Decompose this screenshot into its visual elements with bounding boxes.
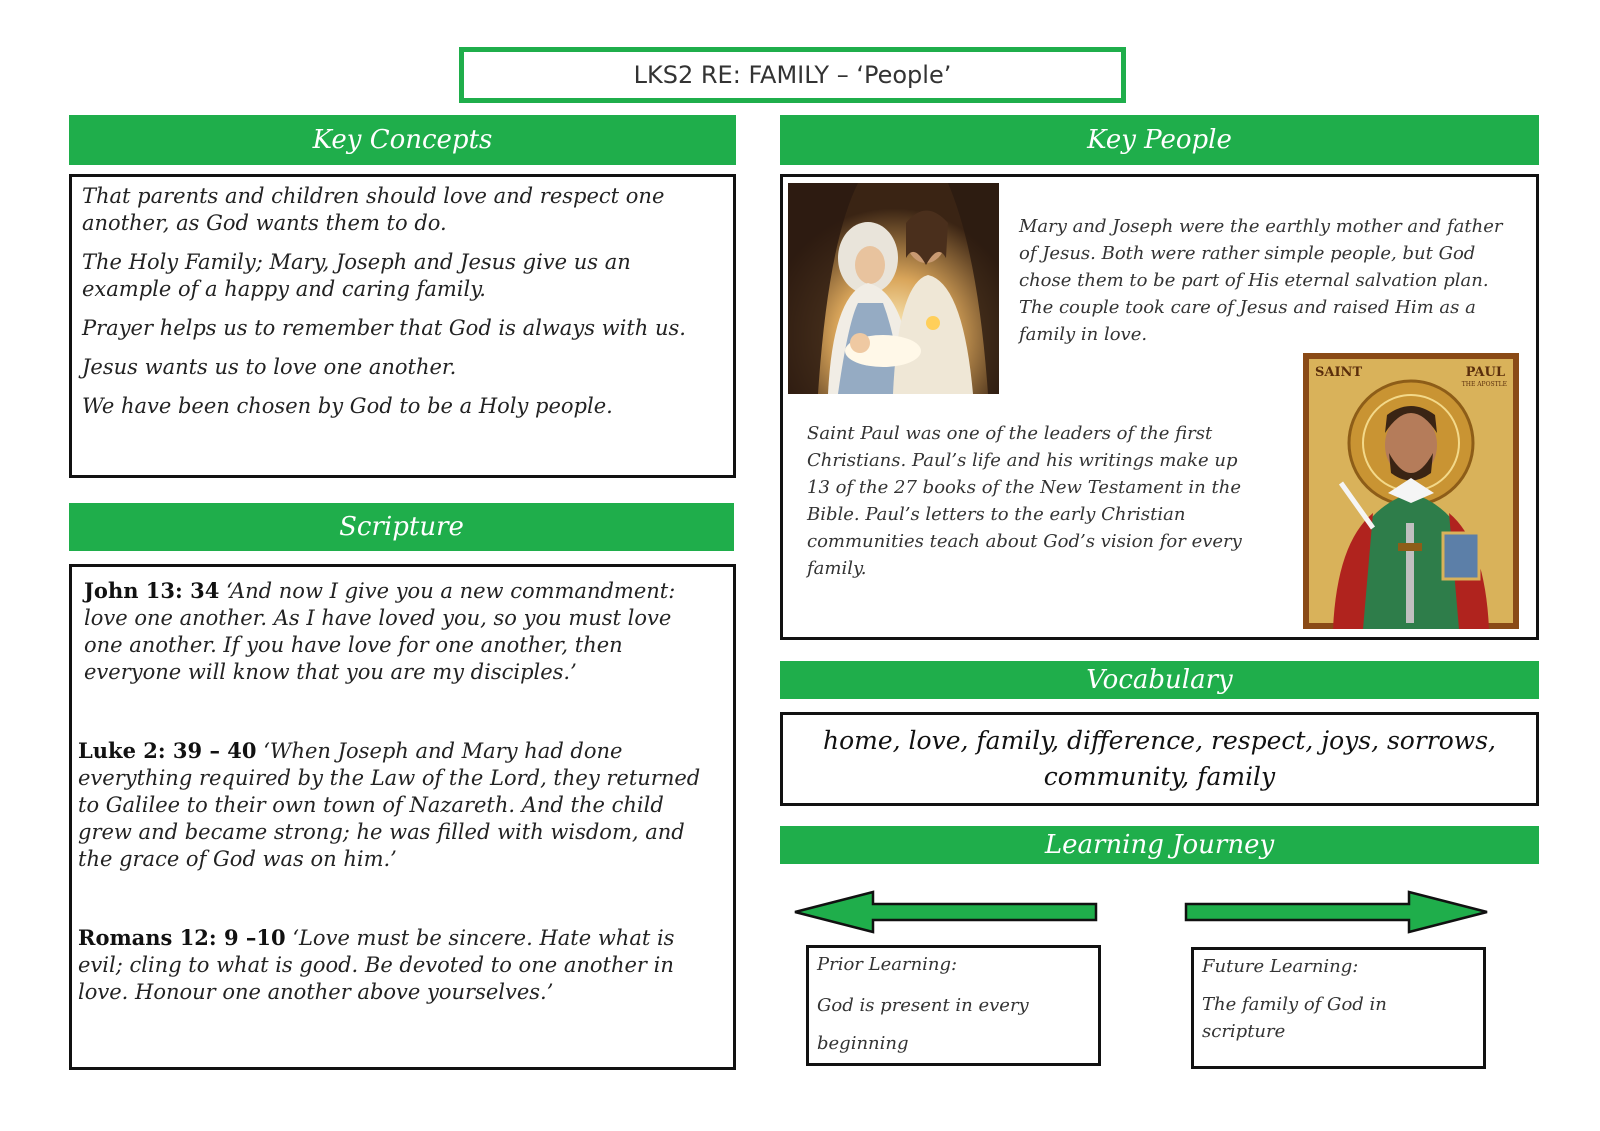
vocabulary-words: home, love, family, difference, respect, joys, sorrows, community, family [823,726,1496,791]
arrow-right-icon [1184,890,1489,934]
prior-learning-text: God is present in every beginning [817,995,1029,1054]
key-concept-item: We have been chosen by God to be a Holy people. [82,394,613,418]
scripture-passage-romans [78,924,698,1006]
holy-family-image [788,183,999,394]
page-title: LKS2 RE: FAMILY – ‘People’ [459,47,1126,103]
key-people-panel [780,174,1539,640]
vocabulary-panel [780,712,1539,806]
scripture-passage-john [84,577,714,686]
saint-paul-text: Saint Paul was one of the leaders of the first Christians. Paul’s life and his writings make up 13 of the 27 books of the New Testament in the Bible. Paul’s letters to the early Christian communities teach about God’s vision for every family. [807,423,1242,579]
future-learning-box [1191,947,1486,1069]
key-concept-item: Prayer helps us to remember that God is always with us. [82,316,686,340]
icon-label-paul: PAUL [1465,365,1505,380]
scripture-text: ‘Love must be sincere. Hate what is evil; cling to what is good. Be devoted to one another in love. Honour one another above yourselves.’ [78,926,675,1004]
holy-family-text: Mary and Joseph were the earthly mother and father of Jesus. Both were rather simple people, but God chose them to be part of His eternal salvation plan. The couple took care of Jesus and raised Him as a family in love. [1019,216,1503,345]
icon-label-apostle: THE APOSTLE [1461,381,1507,388]
key-concepts-panel [69,174,736,478]
future-learning-text: The family of God in scripture [1202,994,1387,1042]
scripture-text: ‘When Joseph and Mary had done everything required by the Law of the Lord, they returned to Galilee to their own town of Nazareth. And the child grew and became strong; he was filled with wisdom, and the grace of God was on him.’ [78,739,701,871]
scripture-panel [69,564,736,1070]
scripture-ref: John 13: 34 [84,578,220,603]
scripture-heading: Scripture [69,503,734,551]
scripture-ref: Romans 12: 9 –10 [78,925,286,950]
key-concept-item: Jesus wants us to love one another. [82,355,457,379]
key-concept-item: The Holy Family; Mary, Joseph and Jesus give us an example of a happy and caring family. [82,250,631,301]
prior-learning-heading: Prior Learning: [817,954,958,975]
prior-learning-box [806,945,1101,1066]
icon-label-saint: SAINT [1315,365,1363,380]
key-people-heading: Key People [780,115,1539,165]
scripture-passage-luke [78,737,723,873]
key-concepts-heading: Key Concepts [69,115,736,165]
scripture-ref: Luke 2: 39 – 40 [78,738,257,763]
saint-paul-icon-image [1303,353,1519,629]
key-concept-item: That parents and children should love and respect one another, as God wants them to do. [82,184,665,235]
future-learning-heading: Future Learning: [1202,956,1359,977]
scripture-text: ‘And now I give you a new commandment: love one another. As I have loved you, so you must love one another. If you have love for one another, then everyone will know that you are my disciples.’ [84,579,676,684]
vocabulary-heading: Vocabulary [780,661,1539,699]
arrow-left-icon [793,890,1098,934]
learning-journey-heading: Learning Journey [780,826,1539,864]
